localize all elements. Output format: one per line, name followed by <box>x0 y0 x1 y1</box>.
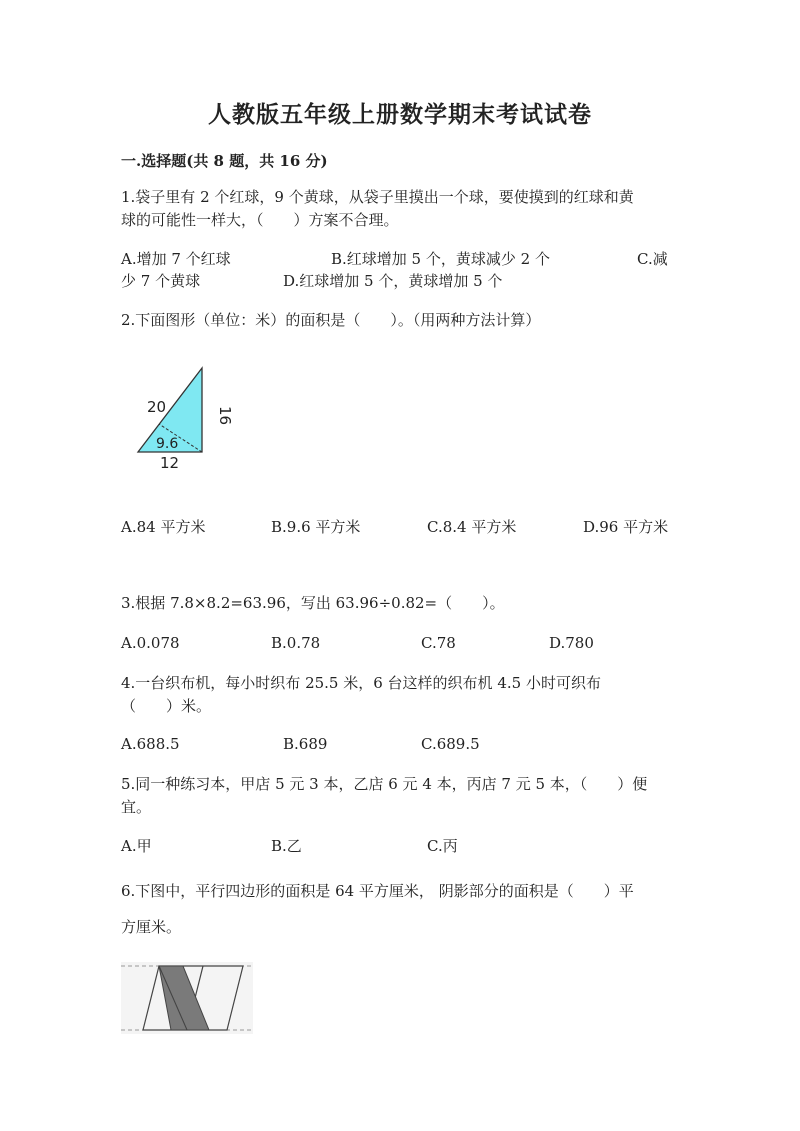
question-3-line-1: 3.根据 7.8×8.2=63.96，写出 63.96÷0.82=（ ）。 <box>121 594 505 612</box>
q1-option-c-end: 少 7 个黄球 <box>121 272 201 290</box>
q5-option-a: A.甲 <box>121 837 152 855</box>
q4-option-c: C.689.5 <box>421 735 480 753</box>
question-6-line-1: 6.下图中，平行四边形的面积是 64 平方厘米， 阴影部分的面积是（ ）平 <box>121 882 634 900</box>
question-1 <box>121 186 634 232</box>
question-5 <box>121 773 647 819</box>
question-3 <box>121 592 505 615</box>
height-side-label: 16 <box>216 406 234 426</box>
q3-option-c: C.78 <box>421 634 456 652</box>
question-1-line-1: 1.袋子里有 2 个红球，9 个黄球，从袋子里摸出一个球，要使摸到的红球和黄 <box>121 188 634 206</box>
q1-option-c-start: C.减 <box>637 250 668 268</box>
q3-option-a: A.0.078 <box>121 634 180 652</box>
q4-option-b: B.689 <box>283 735 328 753</box>
question-2-line-1: 2.下面图形（单位：米）的面积是（ ）。（用两种方法计算） <box>121 311 541 329</box>
section-heading: 一.选择题(共 8 题，共 16 分) <box>121 152 328 170</box>
question-5-line-1: 5.同一种练习本，甲店 5 元 3 本，乙店 6 元 4 本，丙店 7 元 5 本，（ ）便 <box>121 775 648 793</box>
q5-option-c: C.丙 <box>427 837 458 855</box>
q2-option-c: C.8.4 平方米 <box>427 518 517 536</box>
question-6 <box>121 873 634 945</box>
question-1-line-2: 球的可能性一样大，（ ）方案不合理。 <box>121 211 399 229</box>
question-5-line-2: 宜。 <box>121 798 152 816</box>
q2-option-d: D.96 平方米 <box>583 518 669 536</box>
parallelogram-figure <box>121 962 253 1034</box>
q1-option-d: D.红球增加 5 个，黄球增加 5 个 <box>283 272 503 290</box>
q1-option-b: B.红球增加 5 个，黄球减少 2 个 <box>331 250 550 268</box>
question-4 <box>121 672 601 718</box>
triangle-figure <box>130 360 234 475</box>
q2-option-b: B.9.6 平方米 <box>271 518 361 536</box>
question-4-line-2: （ ）米。 <box>121 697 212 715</box>
q3-option-d: D.780 <box>549 634 594 652</box>
q2-option-a: A.84 平方米 <box>121 518 206 536</box>
q3-option-b: B.0.78 <box>271 634 321 652</box>
question-4-line-1: 4.一台织布机，每小时织布 25.5 米，6 台这样的织布机 4.5 小时可织布 <box>121 674 601 692</box>
altitude-label: 9.6 <box>156 436 179 452</box>
q5-option-b: B.乙 <box>271 837 302 855</box>
hypotenuse-label: 20 <box>147 398 167 416</box>
base-label: 12 <box>160 454 180 472</box>
q4-option-a: A.688.5 <box>121 735 180 753</box>
q1-option-a: A.增加 7 个红球 <box>121 250 231 268</box>
question-6-line-2: 方厘米。 <box>121 918 182 936</box>
question-2 <box>121 309 540 332</box>
page-title: 人教版五年级上册数学期末考试试卷 <box>208 101 592 128</box>
